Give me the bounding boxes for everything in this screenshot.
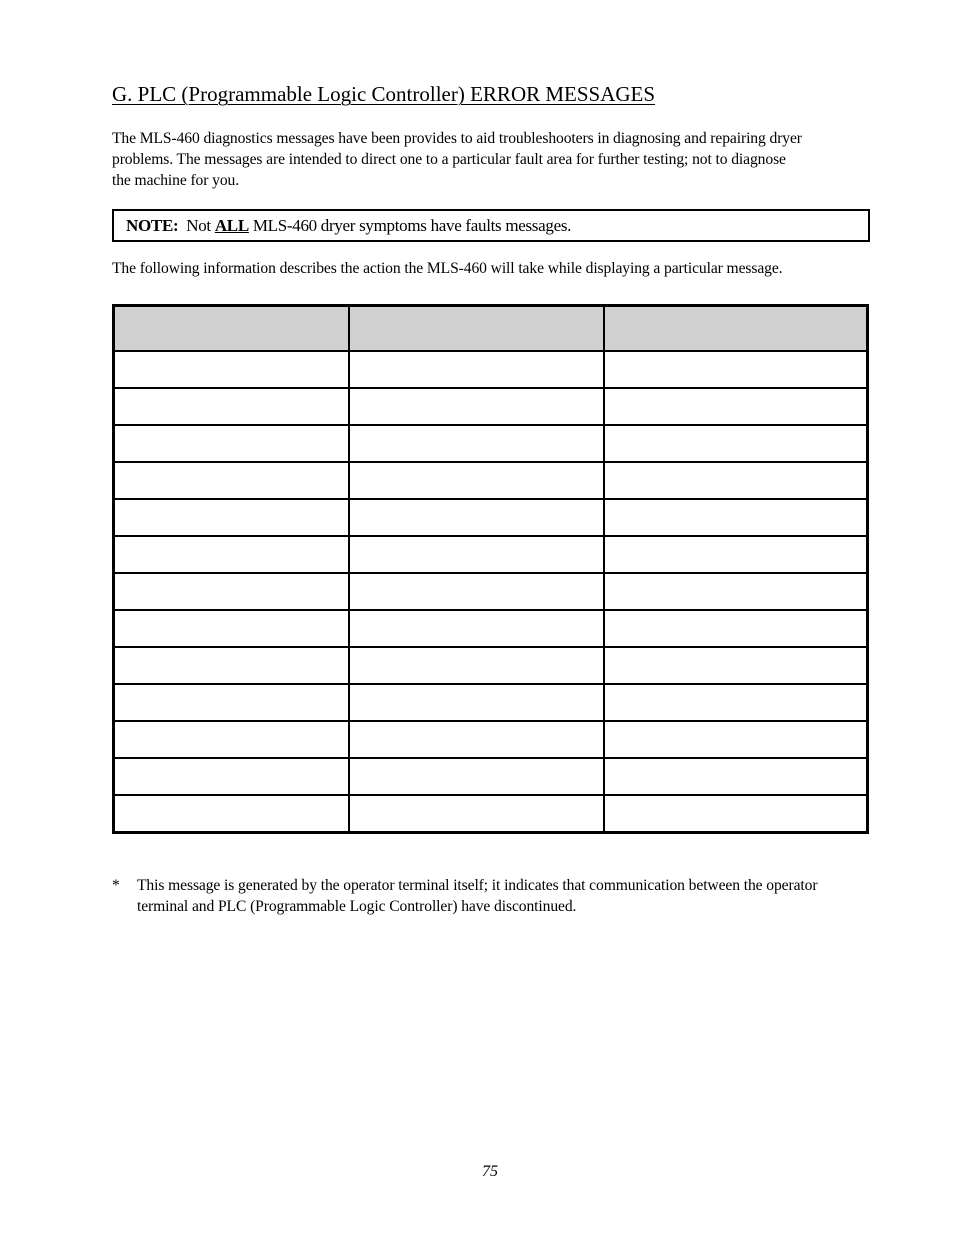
table-cell (349, 795, 604, 833)
table-cell (604, 647, 867, 684)
table-cell (114, 610, 350, 647)
footnote-asterisk: * (112, 877, 120, 894)
table-cell (349, 684, 604, 721)
table-cell (349, 758, 604, 795)
table-cell (114, 573, 350, 610)
footnote-line: terminal and PLC (Programmable Logic Controller) have discontinued. (137, 898, 577, 915)
table-cell (349, 499, 604, 536)
table-header-row (114, 306, 868, 352)
intro-line: The MLS-460 diagnostics messages have been provides to aid troubleshooters in diagnosing and repairing dryer (112, 130, 802, 147)
footnote-text (137, 875, 877, 917)
error-message-table (112, 304, 869, 834)
page-title: G. PLC (Programmable Logic Controller) ERROR MESSAGES (112, 82, 656, 106)
intro-line: problems. The messages are intended to direct one to a particular fault area for further testing; not to diagnose (112, 151, 786, 168)
table-cell (604, 536, 867, 573)
intro-line: the machine for you. (112, 172, 240, 189)
table-row (114, 499, 868, 536)
table-cell (114, 721, 350, 758)
table-row (114, 647, 868, 684)
table-row (114, 425, 868, 462)
table-row (114, 610, 868, 647)
note-box (112, 209, 870, 242)
table-header-cell (604, 306, 867, 352)
table-cell (604, 425, 867, 462)
table-cell (604, 610, 867, 647)
table-cell (604, 462, 867, 499)
table-header-cell (349, 306, 604, 352)
note-text-post: MLS-460 dryer symptoms have faults messages. (252, 216, 572, 235)
table-cell (349, 573, 604, 610)
table-cell (604, 758, 867, 795)
table-cell (114, 795, 350, 833)
table-row (114, 462, 868, 499)
table-cell (604, 795, 867, 833)
table-cell (604, 684, 867, 721)
table-cell (349, 647, 604, 684)
table-cell (114, 536, 350, 573)
table-cell (114, 351, 350, 388)
following-paragraph: The following information describes the action the MLS-460 will take while displaying a particular message. (112, 260, 783, 277)
table-cell (114, 425, 350, 462)
table-cell (349, 425, 604, 462)
footnote-line: This message is generated by the operator terminal itself; it indicates that communication between the operator (137, 877, 818, 894)
table-cell (604, 573, 867, 610)
table-cell (604, 351, 867, 388)
table-cell (114, 388, 350, 425)
table-cell (114, 647, 350, 684)
table-cell (114, 499, 350, 536)
table-body (114, 351, 868, 833)
table-cell (114, 462, 350, 499)
table-cell (349, 388, 604, 425)
table-cell (349, 536, 604, 573)
note-emphasis: ALL (214, 216, 249, 235)
note-text-pre: Not (186, 216, 211, 235)
table-row (114, 684, 868, 721)
note-label: NOTE: (126, 216, 179, 235)
table-row (114, 536, 868, 573)
table-cell (349, 351, 604, 388)
table-row (114, 573, 868, 610)
table-row (114, 721, 868, 758)
table-cell (349, 462, 604, 499)
table-row (114, 795, 868, 833)
table-row (114, 351, 868, 388)
table-cell (604, 499, 867, 536)
page-number: 75 (482, 1163, 498, 1180)
intro-paragraph (112, 128, 872, 191)
table-cell (604, 721, 867, 758)
table-header-cell (114, 306, 350, 352)
table-cell (349, 721, 604, 758)
table-cell (114, 758, 350, 795)
table-row (114, 388, 868, 425)
table-cell (604, 388, 867, 425)
table-cell (114, 684, 350, 721)
table-cell (349, 610, 604, 647)
table-row (114, 758, 868, 795)
